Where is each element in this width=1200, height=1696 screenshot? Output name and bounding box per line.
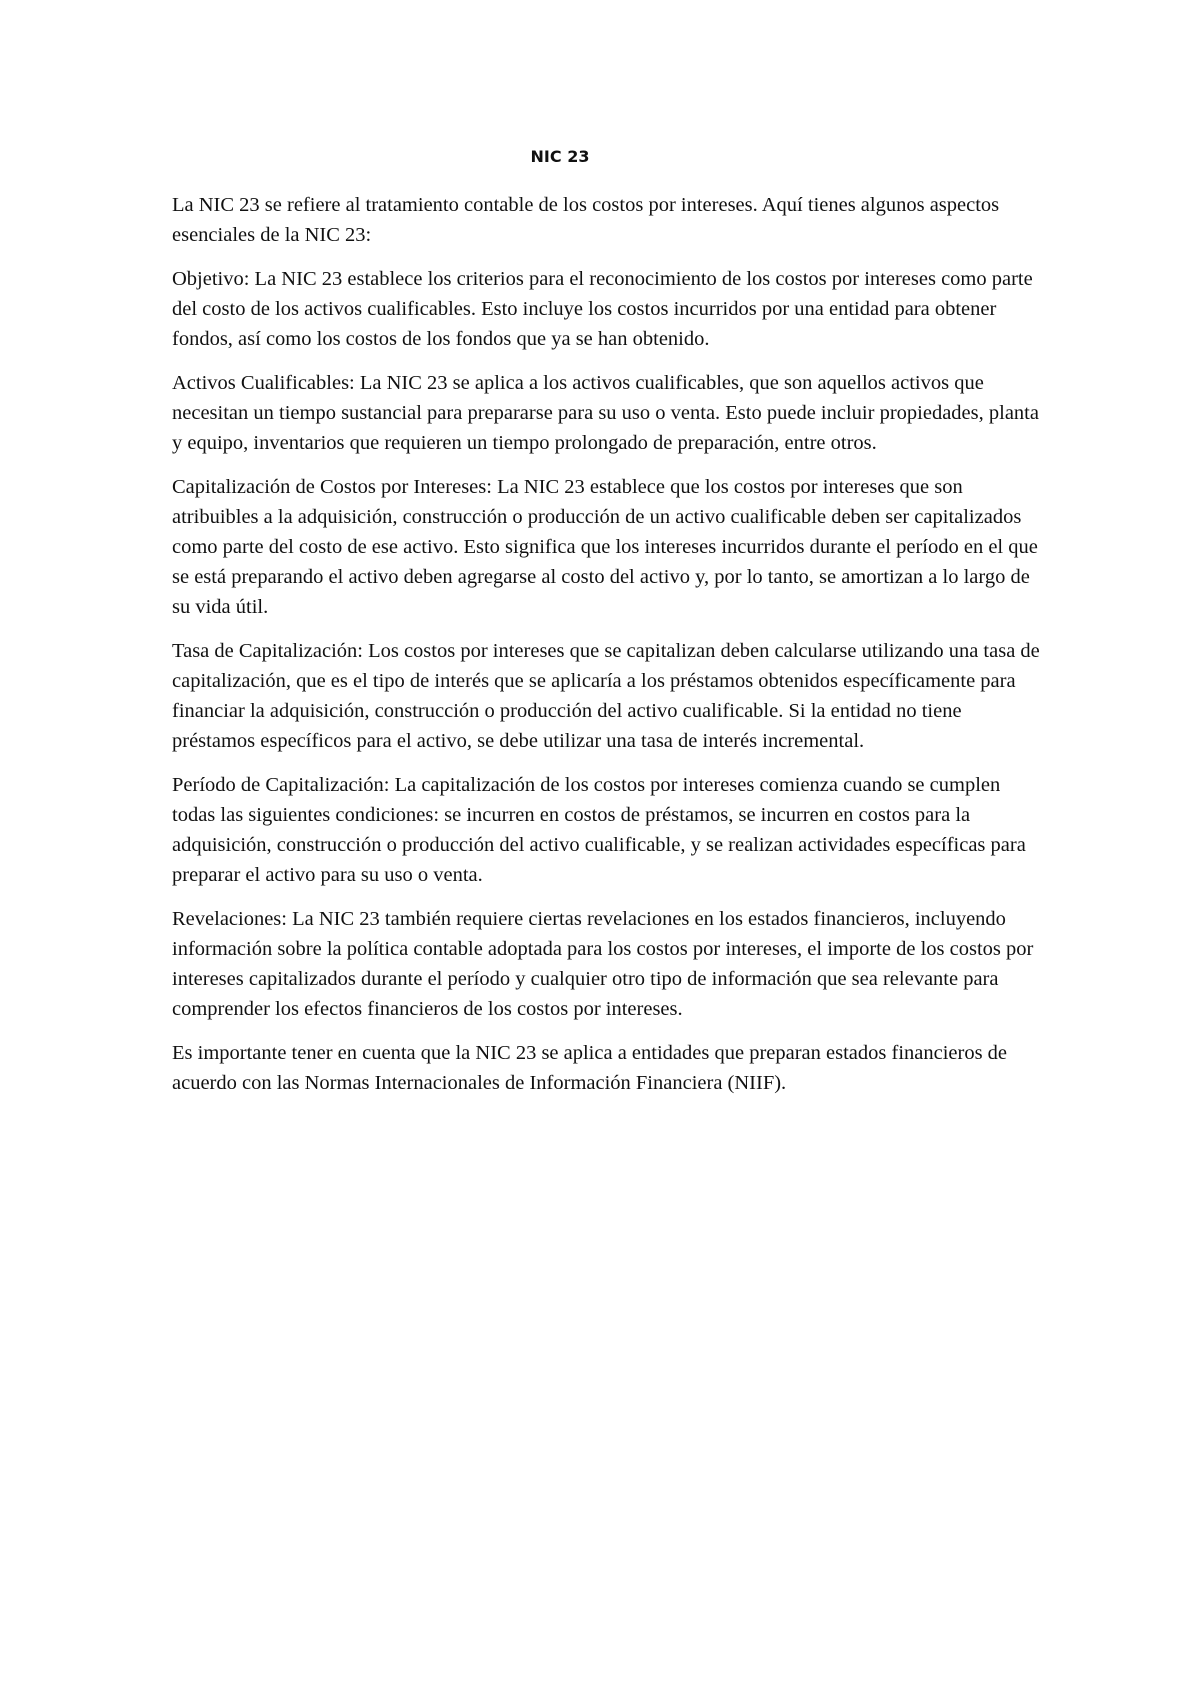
paragraph-intro: La NIC 23 se refiere al tratamiento contable de los costos por intereses. Aquí tienes algunos aspectos esenciales de la NIC 23: [172,194,1000,246]
document-title: NIC 23 [530,147,590,166]
document-body [172,190,1042,1112]
paragraph-capitalizacion-costos: Capitalización de Costos por Intereses: La NIC 23 establece que los costos por intereses que son atribuibles a la adquisición, construcción o producción de un activo cualificable deben ser capitalizados como parte del costo de ese activo. Esto significa que los intereses incurridos durante el período en el que se está preparando el activo deben agregarse al costo del activo y, por lo tanto, se amortizan a lo largo de su vida útil. [172,476,1038,618]
paragraph-revelaciones: Revelaciones: La NIC 23 también requiere ciertas revelaciones en los estados financieros, incluyendo información sobre la política contable adoptada para los costos por intereses, el importe de los costos por intereses capitalizados durante el período y cualquier otro tipo de información que sea relevante para comprender los efectos financieros de los costos por intereses. [172,908,1034,1020]
paragraph-periodo-capitalizacion: Período de Capitalización: La capitalización de los costos por intereses comienza cuando se cumplen todas las siguientes condiciones: se incurren en costos de préstamos, se incurren en costos para la adquisición, construcción o producción del activo cualificable, y se realizan actividades específicas para preparar el activo para su uso o venta. [172,774,1026,886]
paragraph-activos-cualificables: Activos Cualificables: La NIC 23 se aplica a los activos cualificables, que son aquellos activos que necesitan un tiempo sustancial para prepararse para su uso o venta. Esto puede incluir propiedades, planta y equipo, inventarios que requieren un tiempo prolongado de preparación, entre otros. [172,372,1039,454]
paragraph-conclusion: Es importante tener en cuenta que la NIC 23 se aplica a entidades que preparan estados financieros de acuerdo con las Normas Internacionales de Información Financiera (NIIF). [172,1042,1008,1094]
paragraph-objetivo: Objetivo: La NIC 23 establece los criterios para el reconocimiento de los costos por intereses como parte del costo de los activos cualificables. Esto incluye los costos incurridos por una entidad para obtener fondos, así como los costos de los fondos que ya se han obtenido. [172,268,1033,350]
paragraph-tasa-capitalizacion: Tasa de Capitalización: Los costos por intereses que se capitalizan deben calcularse utilizando una tasa de capitalización, que es el tipo de interés que se aplicaría a los préstamos obtenidos específicamente para financiar la adquisición, construcción o producción del activo cualificable. Si la entidad no tiene préstamos específicos para el activo, se debe utilizar una tasa de interés incremental. [172,640,1040,752]
